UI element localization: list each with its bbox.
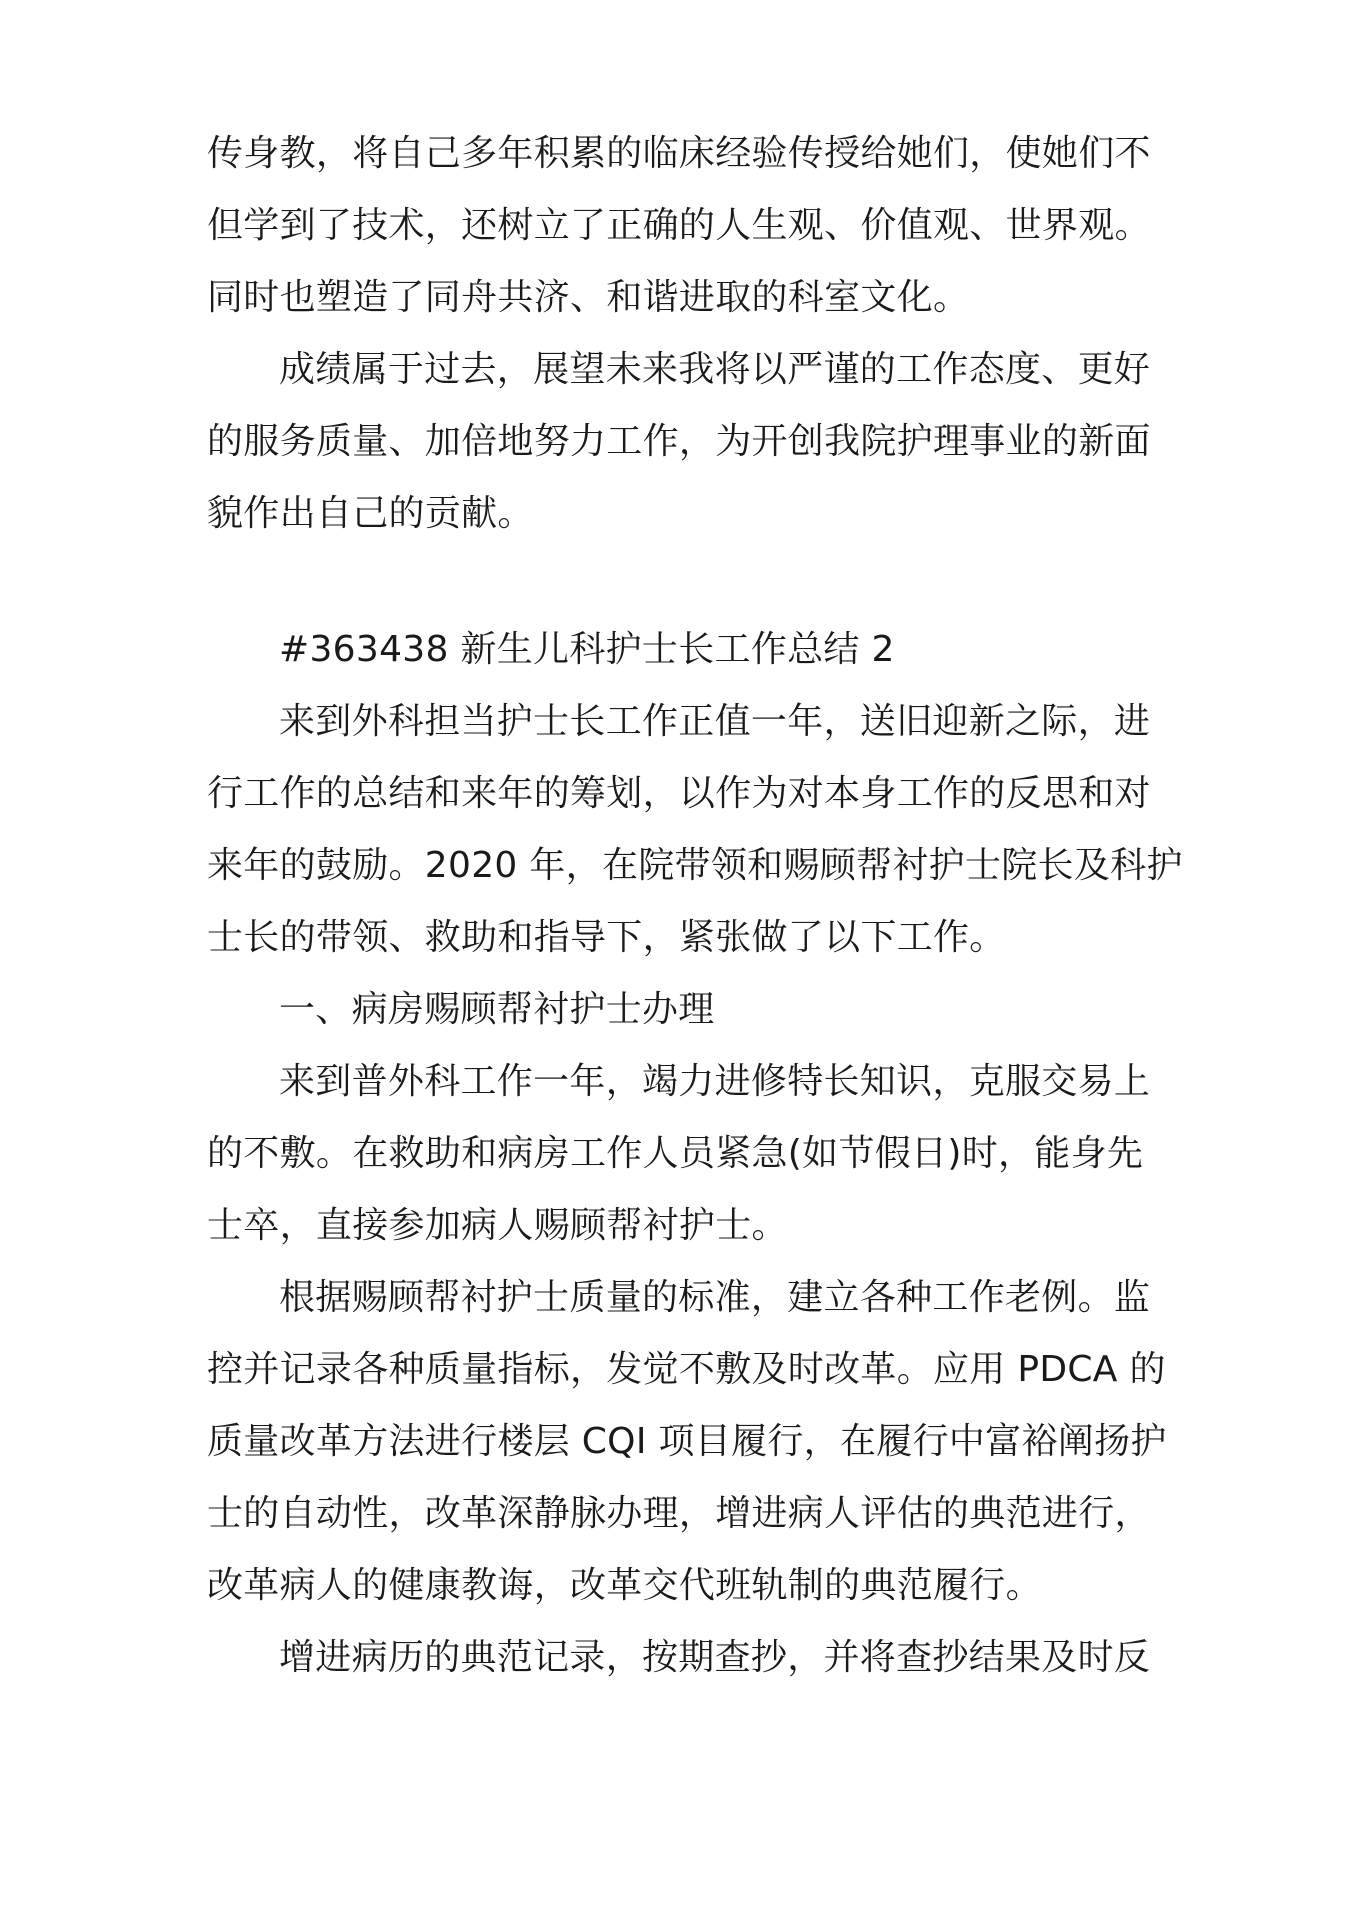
paragraph-line: 改革病人的健康教诲，改革交代班轨制的典范履行。 [207, 1565, 1042, 1606]
paragraph-line: 传身教，将自己多年积累的临床经验传授给她们，使她们不 [207, 133, 1151, 174]
section-heading: #363438 新生儿科护士长工作总结 2 [279, 629, 895, 670]
subsection-title: 一、病房赐顾帮衬护士办理 [279, 989, 715, 1030]
paragraph-line: 来到普外科工作一年，竭力进修特长知识，克服交易上 [279, 1061, 1151, 1102]
paragraph-line: 增进病历的典范记录，按期查抄，并将查抄结果及时反 [279, 1637, 1151, 1678]
paragraph-line: 来年的鼓励。2020 年，在院带领和赐顾帮衬护士院长及科护 [207, 845, 1183, 886]
paragraph-line: 士长的带领、救助和指导下，紧张做了以下工作。 [207, 917, 1006, 958]
paragraph-line: 的服务质量、加倍地努力工作，为开创我院护理事业的新面 [207, 421, 1151, 462]
paragraph-line: 的不敷。在救助和病房工作人员紧急(如节假日)时，能身先 [207, 1133, 1144, 1174]
paragraph-line: 士的自动性，改革深静脉办理，增进病人评估的典范进行， [207, 1493, 1151, 1534]
document-body [207, 118, 1183, 1694]
paragraph-line: 控并记录各种质量指标，发觉不敷及时改革。应用 PDCA 的 [207, 1349, 1166, 1390]
paragraph-line: 成绩属于过去，展望未来我将以严谨的工作态度、更好 [279, 349, 1151, 390]
paragraph-line: 质量改革方法进行楼层 CQI 项目履行，在履行中富裕阐扬护 [207, 1421, 1167, 1462]
section-gap [207, 550, 1167, 614]
paragraph-line: 貌作出自己的贡献。 [207, 493, 534, 534]
paragraph-line: 同时也塑造了同舟共济、和谐进取的科室文化。 [207, 277, 970, 318]
paragraph-line: 行工作的总结和来年的筹划，以作为对本身工作的反思和对 [207, 773, 1151, 814]
paragraph-line: 根据赐顾帮衬护士质量的标准，建立各种工作老例。监 [279, 1277, 1151, 1318]
paragraph-line: 但学到了技术，还树立了正确的人生观、价值观、世界观。 [207, 205, 1151, 246]
paragraph-line: 来到外科担当护士长工作正值一年，送旧迎新之际，进 [279, 701, 1151, 742]
paragraph-line: 士卒，直接参加病人赐顾帮衬护士。 [207, 1205, 788, 1246]
